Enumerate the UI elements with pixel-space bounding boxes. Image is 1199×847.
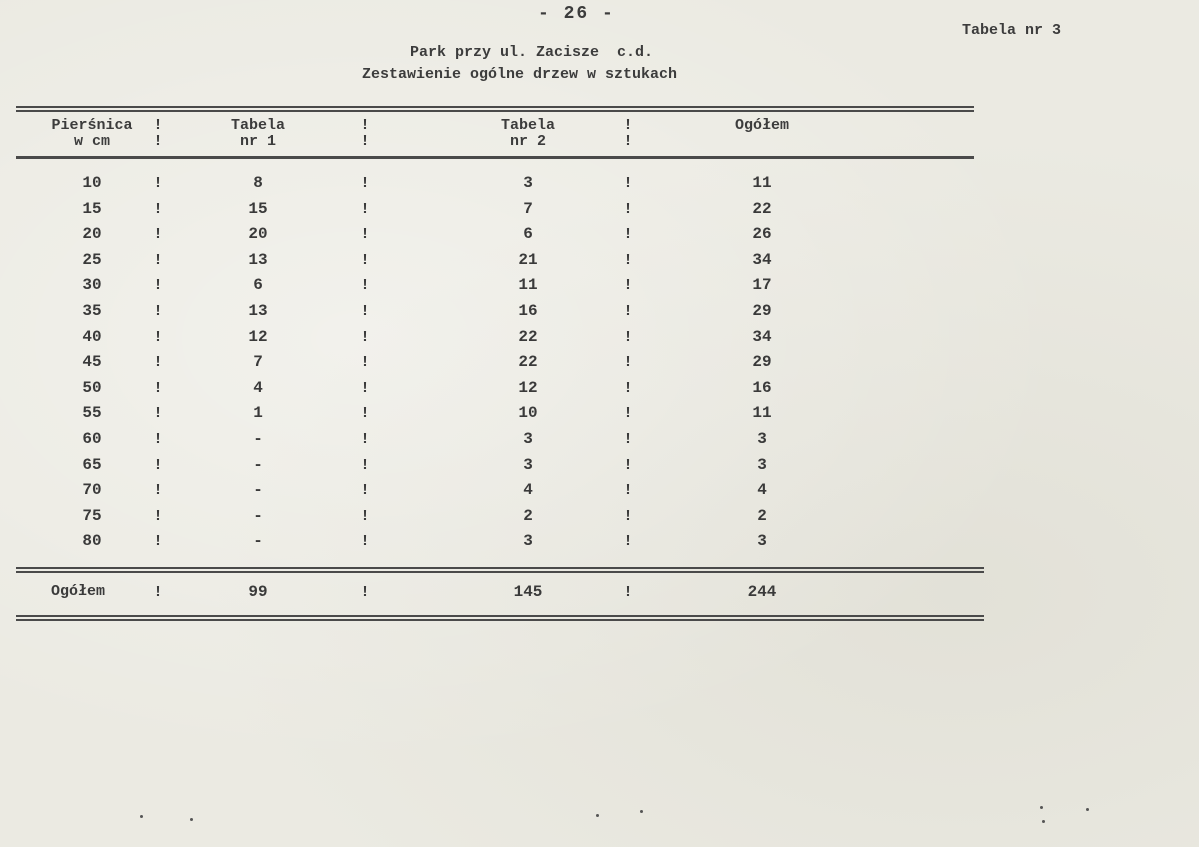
column-separator: ! bbox=[623, 251, 633, 269]
table-cell: 21 bbox=[518, 250, 538, 269]
table-cell: 4 bbox=[253, 378, 263, 397]
table-cell: 1 bbox=[253, 404, 263, 423]
total-top-rule bbox=[16, 567, 984, 569]
paper-speck bbox=[1040, 806, 1043, 809]
table-cell: 45 bbox=[82, 353, 102, 372]
column-header bbox=[692, 118, 832, 150]
total-cell: 145 bbox=[513, 583, 543, 601]
column-separator: ! bbox=[360, 431, 370, 448]
table-cell: 29 bbox=[752, 302, 772, 320]
table-cell: 6 bbox=[253, 276, 263, 295]
table-cell: 20 bbox=[248, 225, 268, 244]
column-separator: ! bbox=[153, 251, 163, 269]
table-cell: 7 bbox=[253, 353, 263, 372]
table-cell: 3 bbox=[523, 430, 533, 448]
paper-speck bbox=[1086, 808, 1089, 811]
column-separator: ! bbox=[623, 405, 633, 423]
table-cell: 3 bbox=[757, 430, 767, 448]
column-separator: ! bbox=[360, 200, 370, 218]
table-cell: 80 bbox=[82, 532, 102, 551]
column-header bbox=[22, 118, 162, 150]
paper-speck bbox=[596, 814, 599, 817]
column-separator: ! bbox=[360, 533, 370, 551]
table-cell: 34 bbox=[752, 327, 772, 346]
table-cell: 65 bbox=[82, 455, 102, 474]
column-separator-mark: ! bbox=[623, 117, 633, 134]
table-cell: 70 bbox=[82, 481, 102, 500]
table-cell: - bbox=[253, 430, 263, 448]
table-cell: 20 bbox=[82, 225, 102, 244]
table-cell: - bbox=[253, 532, 263, 551]
paper-speck bbox=[190, 818, 193, 821]
table-cell: 55 bbox=[82, 404, 102, 423]
column-header-line: Pierśnica bbox=[51, 117, 133, 134]
column-separator: ! bbox=[360, 175, 370, 192]
column-separator: ! bbox=[153, 507, 163, 525]
table-cell: 15 bbox=[82, 199, 102, 218]
table-cell: 7 bbox=[523, 199, 533, 218]
column-separator: ! bbox=[623, 456, 633, 474]
table-cell: - bbox=[253, 455, 263, 474]
page-number: - 26 - bbox=[538, 4, 615, 24]
table-cell: 2 bbox=[757, 506, 767, 525]
column-separator: ! bbox=[360, 277, 370, 295]
column-separator: ! bbox=[153, 456, 163, 474]
table-cell: 12 bbox=[518, 378, 538, 397]
table-cell: 30 bbox=[82, 276, 102, 295]
table-cell: 35 bbox=[82, 302, 102, 320]
table-cell: 17 bbox=[752, 276, 772, 295]
table-cell: 8 bbox=[253, 174, 263, 192]
table-cell: 50 bbox=[82, 378, 102, 397]
column-separator: ! bbox=[623, 584, 633, 601]
header-top-rule bbox=[16, 106, 974, 108]
table-cell: 40 bbox=[82, 327, 102, 346]
table-cell: 2 bbox=[523, 506, 533, 525]
column-separator: ! bbox=[360, 251, 370, 269]
column-separator: ! bbox=[153, 584, 163, 601]
column-separator bbox=[360, 118, 370, 150]
table-cell: 26 bbox=[752, 225, 772, 244]
column-separator: ! bbox=[153, 482, 163, 500]
table-cell: 3 bbox=[757, 532, 767, 551]
column-separator-mark: ! bbox=[153, 133, 163, 150]
table-cell: 3 bbox=[523, 532, 533, 551]
page-subtitle: Zestawienie ogólne drzew w sztukach bbox=[362, 66, 678, 83]
column-separator: ! bbox=[623, 175, 633, 192]
table-cell: 22 bbox=[518, 327, 538, 346]
table-cell: 22 bbox=[752, 199, 772, 218]
table-cell: 15 bbox=[248, 199, 268, 218]
column-separator-mark: ! bbox=[360, 133, 370, 150]
total-cell: 244 bbox=[747, 583, 777, 601]
column-separator: ! bbox=[623, 379, 633, 397]
column-separator: ! bbox=[360, 303, 370, 320]
column-separator: ! bbox=[360, 354, 370, 372]
table-cell: 11 bbox=[752, 174, 772, 192]
column-header-line: Ogółem bbox=[734, 117, 789, 134]
table-cell: 10 bbox=[82, 174, 102, 192]
table-cell: 3 bbox=[523, 455, 533, 474]
column-separator: ! bbox=[623, 200, 633, 218]
column-separator: ! bbox=[623, 533, 633, 551]
column-separator: ! bbox=[360, 456, 370, 474]
column-separator: ! bbox=[153, 175, 163, 192]
table-cell: 29 bbox=[752, 353, 772, 372]
header-bottom-rule bbox=[16, 156, 974, 159]
column-separator: ! bbox=[153, 354, 163, 372]
column-header-line: Tabela bbox=[500, 117, 555, 134]
table-cell: 12 bbox=[248, 327, 268, 346]
table-cell: 4 bbox=[757, 481, 767, 500]
paper-speck bbox=[1042, 820, 1045, 823]
total-label: Ogółem bbox=[50, 583, 105, 600]
column-separator: ! bbox=[153, 226, 163, 244]
table-cell: - bbox=[253, 481, 263, 500]
table-cell: 11 bbox=[518, 276, 538, 295]
column-separator: ! bbox=[360, 584, 370, 601]
column-header-line: Tabela bbox=[230, 117, 285, 134]
column-separator: ! bbox=[153, 405, 163, 423]
column-separator: ! bbox=[623, 507, 633, 525]
column-separator: ! bbox=[153, 303, 163, 320]
column-header-line: w cm bbox=[73, 133, 110, 150]
table-cell: 34 bbox=[752, 250, 772, 269]
table-cell: 16 bbox=[518, 302, 538, 320]
table-cell: 16 bbox=[752, 378, 772, 397]
table-cell: 60 bbox=[82, 430, 102, 448]
column-separator: ! bbox=[360, 379, 370, 397]
column-separator-mark: ! bbox=[623, 133, 633, 150]
column-header-line bbox=[692, 134, 832, 150]
column-separator: ! bbox=[153, 277, 163, 295]
table-cell: 6 bbox=[523, 225, 533, 244]
column-separator: ! bbox=[153, 431, 163, 448]
page-title: Park przy ul. Zacisze c.d. bbox=[410, 44, 654, 61]
column-separator: ! bbox=[623, 226, 633, 244]
column-separator: ! bbox=[360, 226, 370, 244]
total-bottom-rule bbox=[16, 615, 984, 617]
column-header-line: nr 2 bbox=[509, 133, 546, 150]
table-cell: 25 bbox=[82, 250, 102, 269]
column-separator: ! bbox=[623, 277, 633, 295]
column-separator: ! bbox=[623, 431, 633, 448]
table-reference: Tabela nr 3 bbox=[962, 22, 1062, 39]
paper-speck bbox=[140, 815, 143, 818]
column-header bbox=[458, 118, 598, 150]
column-separator bbox=[153, 118, 163, 150]
column-separator: ! bbox=[153, 533, 163, 551]
column-separator: ! bbox=[623, 328, 633, 346]
table-cell: 22 bbox=[518, 353, 538, 372]
column-separator: ! bbox=[153, 328, 163, 346]
column-separator: ! bbox=[360, 507, 370, 525]
table-cell: 13 bbox=[248, 302, 268, 320]
column-separator-mark: ! bbox=[360, 117, 370, 134]
table-cell: 10 bbox=[518, 404, 538, 423]
column-header bbox=[188, 118, 328, 150]
column-separator: ! bbox=[623, 354, 633, 372]
paper-speck bbox=[640, 810, 643, 813]
column-separator: ! bbox=[153, 200, 163, 218]
column-separator: ! bbox=[360, 328, 370, 346]
column-separator: ! bbox=[360, 482, 370, 500]
column-separator bbox=[623, 118, 633, 150]
table-cell: 13 bbox=[248, 250, 268, 269]
table-cell: 3 bbox=[757, 455, 767, 474]
table-cell: 4 bbox=[523, 481, 533, 500]
table-cell: 11 bbox=[752, 404, 772, 423]
table-cell: 3 bbox=[523, 174, 533, 192]
table-cell: 75 bbox=[82, 506, 102, 525]
column-separator: ! bbox=[360, 405, 370, 423]
column-separator: ! bbox=[623, 482, 633, 500]
column-separator: ! bbox=[153, 379, 163, 397]
column-header-line: nr 1 bbox=[239, 133, 276, 150]
total-cell: 99 bbox=[248, 583, 268, 601]
table-cell: - bbox=[253, 506, 263, 525]
column-separator-mark: ! bbox=[153, 117, 163, 134]
column-separator: ! bbox=[623, 303, 633, 320]
